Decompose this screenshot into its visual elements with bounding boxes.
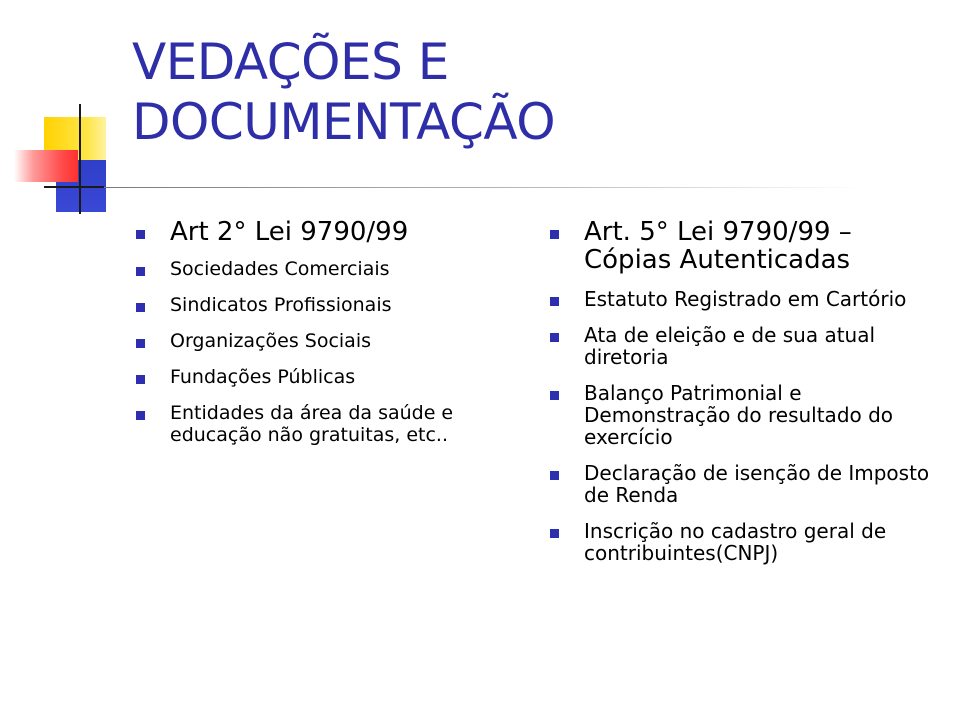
list-item <box>136 402 516 446</box>
right-heading: Art. 5° Lei 9790/99 – Cópias Autenticadas <box>584 217 852 275</box>
square-bullet-icon <box>550 333 559 342</box>
red-bar-decoration <box>14 150 78 182</box>
list-item-text: Sindicatos Profissionais <box>170 294 392 316</box>
list-item-text: Fundações Públicas <box>170 366 356 388</box>
list-item-text: Ata de eleição e de sua atual diretoria <box>584 323 876 369</box>
list-item <box>136 366 516 388</box>
list-item-text: Estatuto Registrado em Cartório <box>584 287 907 311</box>
left-heading-item <box>136 218 516 246</box>
vertical-line-decoration <box>79 104 81 214</box>
list-item <box>550 520 940 564</box>
square-bullet-icon <box>136 375 145 384</box>
list-item-text: Balanço Patrimonial e Demonstração do resultado do exercício <box>584 381 894 449</box>
square-bullet-icon <box>136 339 145 348</box>
horizontal-line-decoration <box>44 186 104 188</box>
left-column <box>136 218 516 460</box>
list-item-text: Sociedades Comerciais <box>170 258 390 280</box>
square-bullet-icon <box>136 230 145 239</box>
list-item-text: Inscrição no cadastro geral de contribuintes(CNPJ) <box>584 519 887 565</box>
square-bullet-icon <box>550 230 559 239</box>
right-column <box>550 218 940 578</box>
list-item <box>550 324 940 368</box>
square-bullet-icon <box>136 267 145 276</box>
title-line-1: VEDAÇÕES E <box>132 33 449 91</box>
list-item-text: Declaração de isenção de Imposto de Renda <box>584 461 930 507</box>
square-bullet-icon <box>550 471 559 480</box>
list-item-text: Organizações Sociais <box>170 330 372 352</box>
slide-title <box>132 32 932 152</box>
left-heading: Art 2° Lei 9790/99 <box>170 217 409 247</box>
square-bullet-icon <box>136 303 145 312</box>
square-bullet-icon <box>550 529 559 538</box>
list-item <box>136 294 516 316</box>
title-line-2: DOCUMENTAÇÃO <box>132 93 556 151</box>
square-bullet-icon <box>136 411 145 420</box>
list-item <box>136 258 516 280</box>
square-bullet-icon <box>550 391 559 400</box>
title-underline <box>104 187 864 188</box>
right-heading-item <box>550 218 940 274</box>
list-item <box>550 382 940 448</box>
list-item-text: Entidades da área da saúde e educação não gratuitas, etc.. <box>170 402 454 446</box>
list-item <box>550 462 940 506</box>
list-item <box>136 330 516 352</box>
square-bullet-icon <box>550 297 559 306</box>
list-item <box>550 288 940 310</box>
